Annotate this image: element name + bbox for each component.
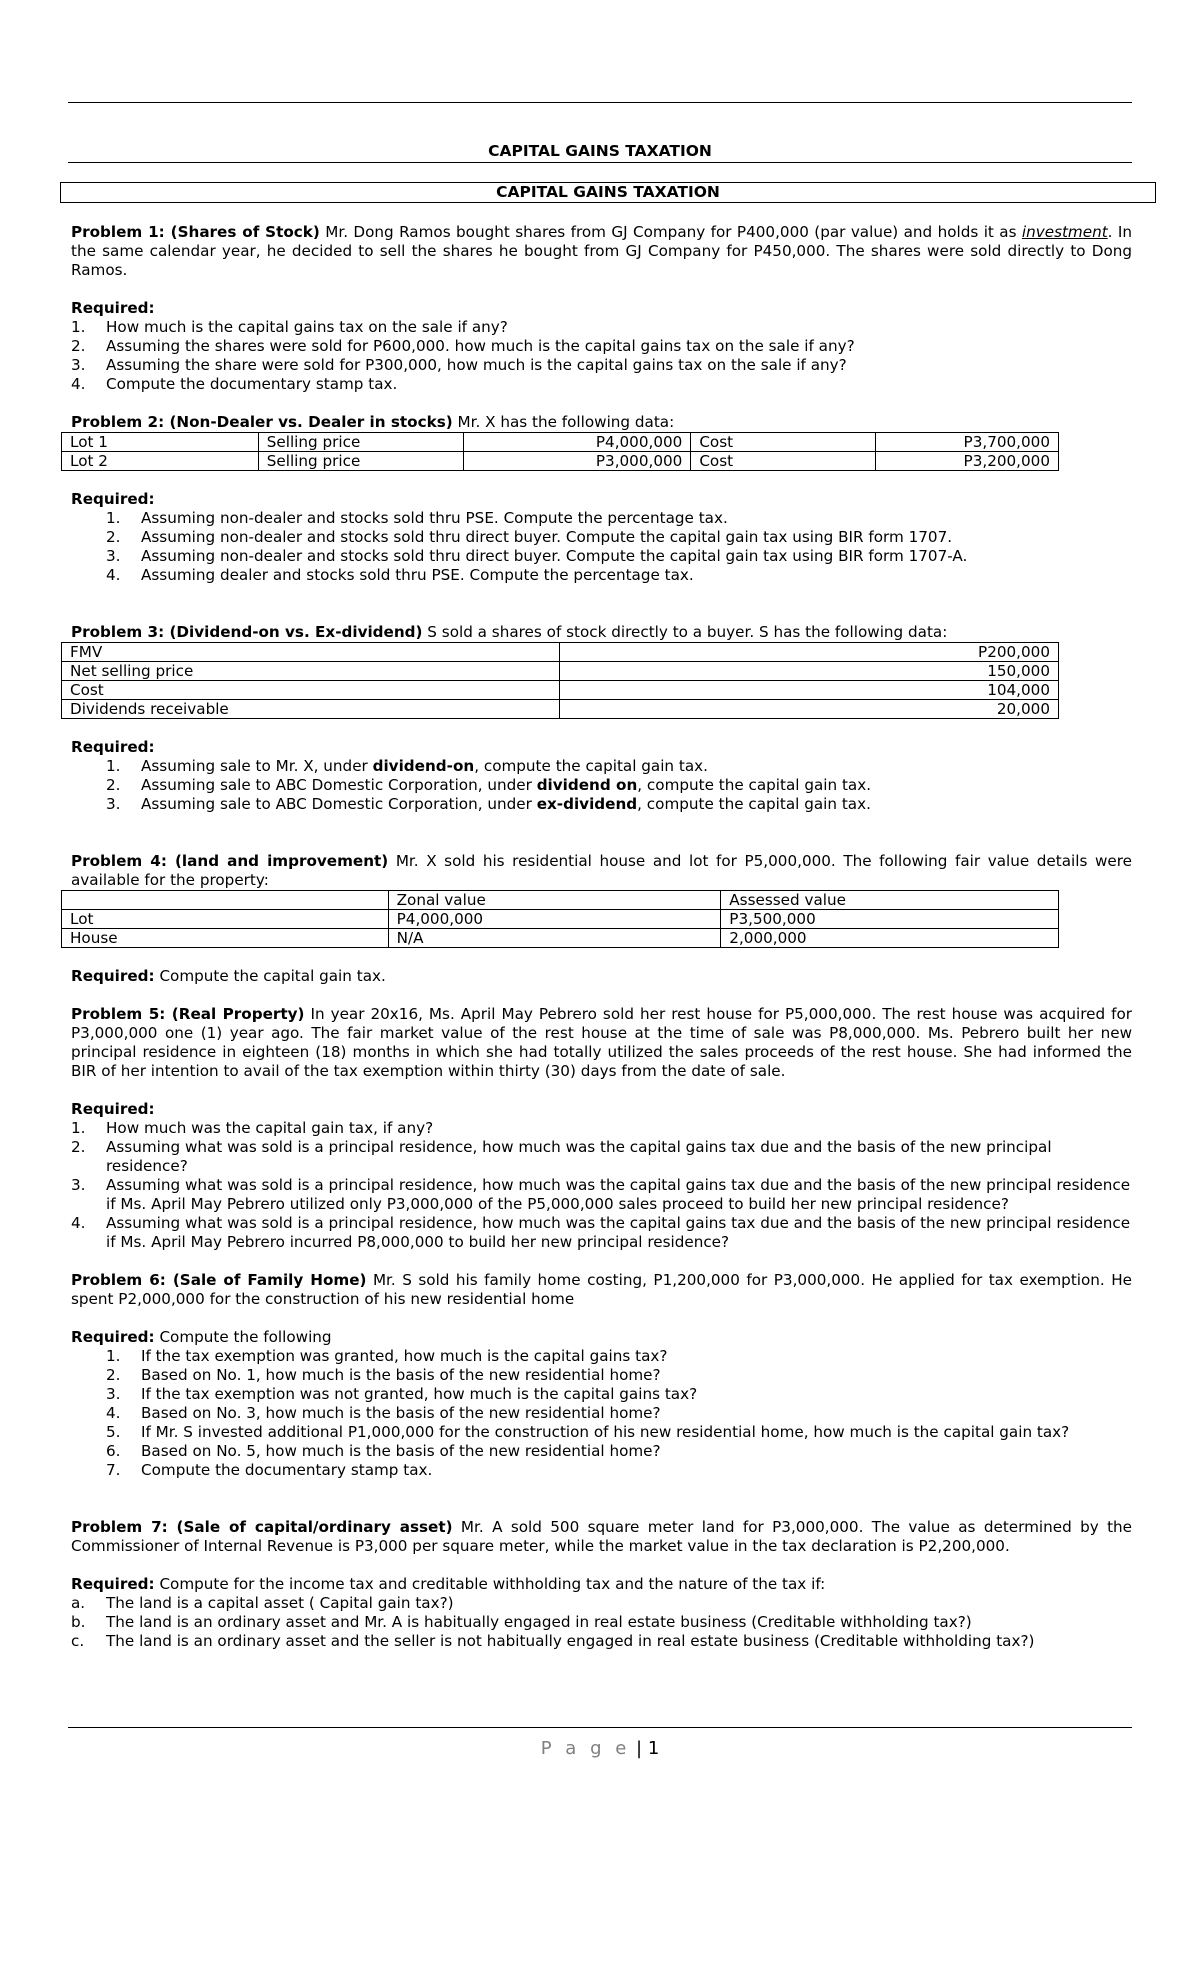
page-label: P a g e [540,1738,631,1759]
problem-5-title: Problem 5: (Real Property) [71,1005,305,1023]
page-number: 1 [647,1738,660,1759]
list-item: 1. Assuming non-dealer and stocks sold thru PSE. Compute the percentage tax. [106,509,728,527]
list-item: 4. Assuming what was sold is a principal residence, how much was the capital gains tax due and the basis of the new principal residence if Ms. April May Pebrero incurred P8,000,000 to build her new principal residence? [71,1214,1131,1251]
boxed-title: CAPITAL GAINS TAXATION [60,182,1156,203]
problem-1 [71,223,1132,394]
problem-1-required-list [71,318,1132,394]
problem-5-required-list [71,1119,1132,1252]
problem-2-intro: Problem 2: (Non-Dealer vs. Dealer in stocks) Mr. X has the following data: [71,413,675,431]
problem-4-title: Problem 4: (land and improvement) [71,852,389,870]
list-item: 3. Assuming non-dealer and stocks sold thru direct buyer. Compute the capital gain tax using BIR form 1707-A. [106,547,968,565]
list-item: 1. How much was the capital gain tax, if any? [71,1119,434,1137]
problem-3-title: Problem 3: (Dividend-on vs. Ex-dividend) [71,623,423,641]
problem-6-title: Problem 6: (Sale of Family Home) [71,1271,367,1289]
problem-6-intro: Problem 6: (Sale of Family Home) Mr. S sold his family home costing, P1,200,000 for P3,000,000. He applied for tax exemption. He spent P2,000,000 for the construction of his new residential home [71,1271,1133,1308]
problem-7-intro: Problem 7: (Sale of capital/ordinary asset) Mr. A sold 500 square meter land for P3,000,000. The value as determined by the Commissioner of Internal Revenue is P3,000 per square meter, while the market value in the tax declaration is P2,200,000. [71,1518,1132,1555]
problem-6-required: Required: Compute the following [71,1328,332,1346]
problem-5 [71,1005,1132,1252]
list-item: 2. Assuming non-dealer and stocks sold thru direct buyer. Compute the capital gain tax using BIR form 1707. [106,528,953,546]
table-row: FMV P200,000 [62,643,1059,662]
list-item: c. The land is an ordinary asset and the seller is not habitually engaged in real estate business (Creditable withholding tax?) [71,1632,1035,1650]
problem-2-table [61,432,1059,471]
list-item: 1. Assuming sale to Mr. X, under dividend-on, compute the capital gain tax. [106,757,708,775]
problem-6 [71,1271,1132,1480]
problem-3-required-label: Required: [71,738,155,756]
table-row: Dividends receivable 20,000 [62,700,1059,719]
table-row: Net selling price 150,000 [62,662,1059,681]
list-item: 4. Assuming dealer and stocks sold thru PSE. Compute the percentage tax. [106,566,694,584]
list-item: 5. If Mr. S invested additional P1,000,000 for the construction of his new residential home, how much is the capital gain tax? [106,1423,1070,1441]
investment-emphasis: investment [1021,223,1108,241]
problem-4-intro: Problem 4: (land and improvement) Mr. X sold his residential house and lot for P5,000,000. The following fair value details were available for the property: [71,852,1132,889]
list-item: 3. Assuming sale to ABC Domestic Corporation, under ex-dividend, compute the capital gain tax. [106,795,871,813]
table-row: Lot 1 Selling price P4,000,000 Cost P3,700,000 [62,433,1059,452]
problem-3 [71,623,1132,814]
problem-3-table [61,642,1059,719]
problem-5-required-label: Required: [71,1100,155,1118]
page-header-title: CAPITAL GAINS TAXATION [488,142,712,160]
table-row: Lot P4,000,000 P3,500,000 [62,910,1059,929]
problem-4-table [61,890,1059,948]
problem-1-intro: Problem 1: (Shares of Stock) Mr. Dong Ramos bought shares from GJ Company for P400,000 (par value) and holds it as investment. In the same calendar year, he decided to sell the shares he bought from GJ Company for P450,000. The shares were sold directly to Dong Ramos. [71,223,1132,279]
problem-2-required-label: Required: [71,490,155,508]
problem-7 [71,1518,1132,1651]
table-header-row: Zonal value Assessed value [62,891,1059,910]
page-footer: P a g e | 1 [540,1738,660,1759]
list-item: 1. How much is the capital gains tax on the sale if any? [71,318,508,336]
problem-2-title: Problem 2: (Non-Dealer vs. Dealer in stocks) [71,413,453,431]
problem-4 [71,852,1132,986]
problem-5-intro: Problem 5: (Real Property) In year 20x16, Ms. April May Pebrero sold her rest house for P5,000,000. The rest house was acquired for P3,000,000 one (1) year ago. The fair market value of the rest house at the time of sale was P8,000,000. Ms. Pebrero built her new principal residence in eighteen (18) months in which she had totally utilized the sales proceeds of the rest house. She had informed the BIR of her intention to avail of the tax exemption within thirty (30) days from the date of sale. [71,1005,1132,1080]
list-item: 4. Compute the documentary stamp tax. [71,375,398,393]
list-item: 2. Assuming the shares were sold for P600,000. how much is the capital gains tax on the sale if any? [71,337,855,355]
problem-2-required-list [106,509,1132,585]
list-item: 2. Based on No. 1, how much is the basis of the new residential home? [106,1366,661,1384]
header-rule [68,162,1132,163]
problem-1-required-label: Required: [71,299,155,317]
list-item: 4. Based on No. 3, how much is the basis of the new residential home? [106,1404,661,1422]
problem-3-required-list [106,757,1132,814]
list-item: 3. If the tax exemption was not granted, how much is the capital gains tax? [106,1385,698,1403]
problem-7-required-list [71,1594,1132,1651]
list-item: 1. If the tax exemption was granted, how much is the capital gains tax? [106,1347,668,1365]
problem-3-intro: Problem 3: (Dividend-on vs. Ex-dividend) S sold a shares of stock directly to a buyer. S has the following data: [71,623,948,641]
problem-7-title: Problem 7: (Sale of capital/ordinary asset) [71,1518,453,1536]
problem-2 [71,413,1132,585]
problem-4-required: Required: Compute the capital gain tax. [71,967,386,985]
table-row: Cost 104,000 [62,681,1059,700]
list-item: 3. Assuming the share were sold for P300,000, how much is the capital gains tax on the sale if any? [71,356,847,374]
table-row: Lot 2 Selling price P3,000,000 Cost P3,200,000 [62,452,1059,471]
footer-rule [68,1727,1132,1728]
list-item: 3. Assuming what was sold is a principal residence, how much was the capital gains tax due and the basis of the new principal residence if Ms. April May Pebrero utilized only P3,000,000 of the P5,000,000 sales proceed to build her new principal residence? [71,1176,1131,1213]
list-item: b. The land is an ordinary asset and Mr. A is habitually engaged in real estate business (Creditable withholding tax?) [71,1613,972,1631]
top-rule [68,102,1132,103]
list-item: 2. Assuming sale to ABC Domestic Corporation, under dividend on, compute the capital gain tax. [106,776,872,794]
problem-1-title: Problem 1: (Shares of Stock) [71,223,320,241]
list-item: 2. Assuming what was sold is a principal residence, how much was the capital gains tax due and the basis of the new principal residence? [71,1138,1052,1175]
table-row: House N/A 2,000,000 [62,929,1059,948]
list-item: 7. Compute the documentary stamp tax. [106,1461,433,1479]
problem-6-required-list [106,1347,1132,1480]
list-item: 6. Based on No. 5, how much is the basis of the new residential home? [106,1442,661,1460]
problem-7-required: Required: Compute for the income tax and creditable withholding tax and the nature of the tax if: [71,1575,826,1593]
document-body [71,223,1132,1651]
list-item: a. The land is a capital asset ( Capital gain tax?) [71,1594,454,1612]
